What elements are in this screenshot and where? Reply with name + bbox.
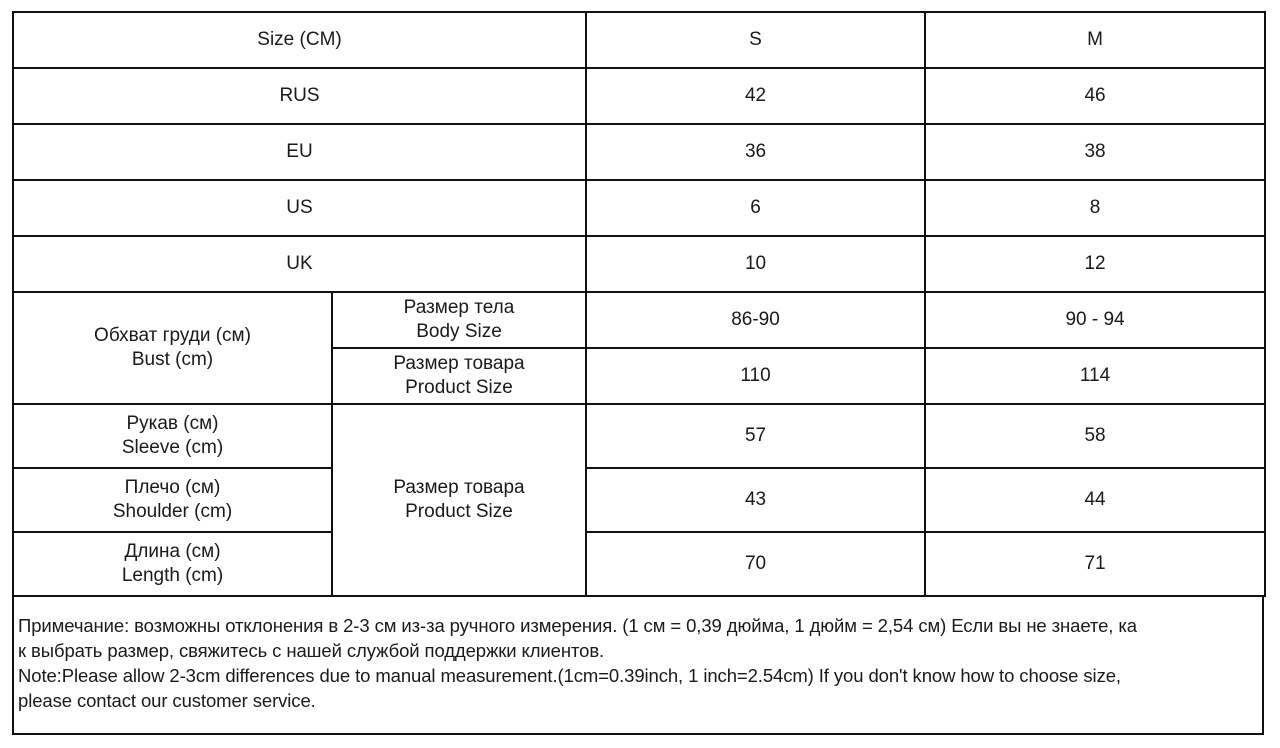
cell-sleeve-m: 58 [925,404,1265,468]
size-chart [12,11,1264,735]
note-line-en-2: please contact our customer service. [18,690,316,711]
cell-length-s: 70 [586,532,925,596]
cell-bust-body-s: 86-90 [586,292,925,348]
sub-label-body-size: Размер тела Body Size [332,292,586,348]
table-row [13,236,1265,292]
table-row [13,124,1265,180]
note-line-ru-2: к выбрать размер, свяжитесь с нашей службой поддержки клиентов. [18,640,605,661]
size-header-m: M [925,12,1265,68]
cell-uk-m: 12 [925,236,1265,292]
row-label-bust: Обхват груди (см) Bust (cm) [13,292,332,404]
table-row [13,68,1265,124]
cell-eu-s: 36 [586,124,925,180]
table-row [13,468,1265,532]
table-row [13,404,1265,468]
sub-label-product-size: Размер товара Product Size [332,348,586,404]
size-header-s: S [586,12,925,68]
cell-shoulder-s: 43 [586,468,925,532]
cell-rus-m: 46 [925,68,1265,124]
row-label-sleeve: Рукав (см) Sleeve (cm) [13,404,332,468]
table-row [13,532,1265,596]
cell-eu-m: 38 [925,124,1265,180]
sub-label-product-size-merged: Размер товара Product Size [332,404,586,596]
row-label-eu: EU [13,124,586,180]
cell-bust-body-m: 90 - 94 [925,292,1265,348]
cell-bust-product-s: 110 [586,348,925,404]
measurement-note [12,597,1264,735]
cell-shoulder-m: 44 [925,468,1265,532]
cell-bust-product-m: 114 [925,348,1265,404]
cell-length-m: 71 [925,532,1265,596]
size-table [12,11,1266,597]
size-header-label: Size (CM) [13,12,586,68]
row-label-uk: UK [13,236,586,292]
cell-rus-s: 42 [586,68,925,124]
row-label-rus: RUS [13,68,586,124]
table-row [13,180,1265,236]
row-label-us: US [13,180,586,236]
note-line-en-1: Note:Please allow 2-3cm differences due to manual measurement.(1cm=0.39inch, 1 inch=2.54cm) If you don't know how to choose size, [18,665,1121,686]
cell-us-s: 6 [586,180,925,236]
table-row [13,292,1265,348]
header-row [13,12,1265,68]
cell-uk-s: 10 [586,236,925,292]
row-label-shoulder: Плечо (см) Shoulder (cm) [13,468,332,532]
row-label-length: Длина (см) Length (cm) [13,532,332,596]
cell-us-m: 8 [925,180,1265,236]
note-line-ru-1: Примечание: возможны отклонения в 2-3 см из-за ручного измерения. (1 см = 0,39 дюйма, 1 дюйм = 2,54 см) Если вы не знаете, ка [18,615,1137,636]
cell-sleeve-s: 57 [586,404,925,468]
